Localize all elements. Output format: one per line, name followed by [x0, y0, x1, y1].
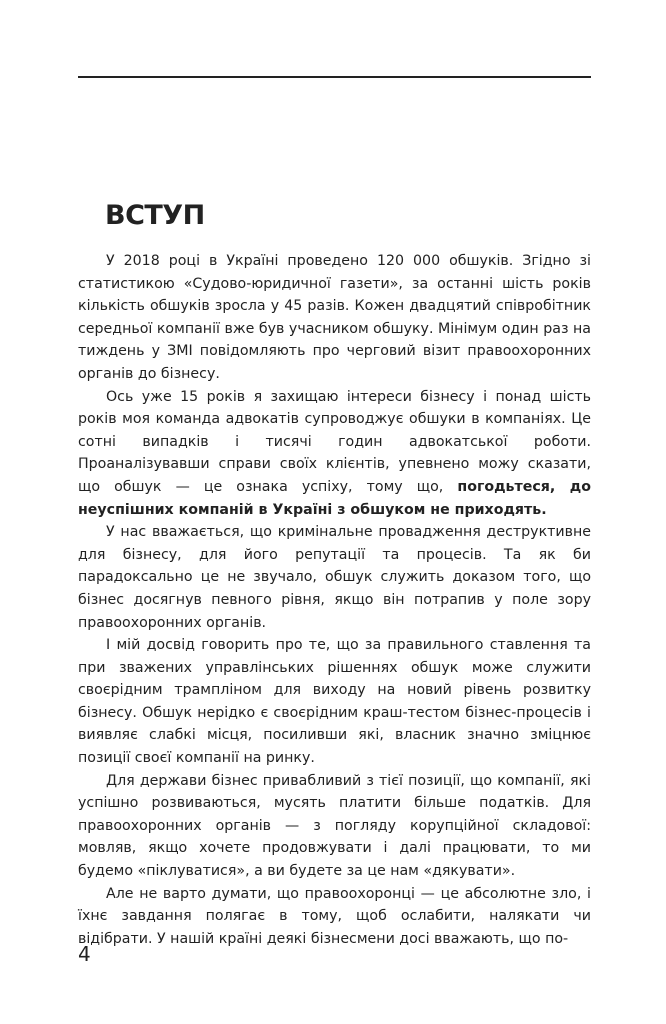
bold-statement: погодьтеся, до неуспішних компаній в Україні з обшуком не приходять. [78, 478, 591, 518]
paragraph-text: Ось уже 15 років я захищаю інтереси бізнесу і понад шість років моя команда адвокатів супроводжує обшуки в компаніях. Це сотні випадків і тисячі годин адвокатської роботи. Проаналізувавши справи своїх клієнтів, упевнено можу сказати, що обшук — це ознака успіху, тому що, [78, 388, 591, 495]
paragraph-text: І мій досвід говорить про те, що за правильного ставлення та при зважених управлінських рішеннях обшук може служити своєрідним трампліном для виходу на новий рівень розвитку бізнесу. Обшук нерідко є своєрідним краш-тестом бізнес-процесів і виявляє слабкі місця, посиливши які, власник значно зміцнює позиції своєї компанії на ринку. [78, 637, 591, 767]
paragraph-text: У 2018 році в Україні проведено 120 000 обшуків. Згідно зі статистикою «Судово-юридичної газети», за останні шість років кількість обшуків зросла у 45 разів. Кожен двадцятий співробітник середньої компанії вже був учасником обшуку. Мінімум один раз на тиждень у ЗМІ повідомляють про черговий візит правоохоронних органів до бізнесу. [78, 253, 591, 382]
paragraph [78, 770, 591, 883]
header-rule [78, 76, 591, 78]
paragraph-text: Для держави бізнес привабливий з тієї позиції, що компанії, які успішно розвиваються, мусять платити більше податків. Для правоохоронних органів — з погляду корупційної складової: мовляв, якщо хочете продовжувати і далі працювати, то ми будемо «піклуватися», а ви будете за це нам «дякувати». [78, 772, 591, 880]
paragraph [78, 883, 591, 951]
paragraph [78, 521, 591, 634]
paragraph-text: У нас вважається, що кримінальне провадження деструктивне для бізнесу, для його репутації та процесів. Та як би парадоксально це не звучало, обшук служить доказом того, що бізнес досягнув певного рівня, якщо він потрапив у поле зору правоохоронних органів. [78, 524, 591, 631]
paragraph [78, 386, 591, 522]
paragraph [78, 250, 591, 386]
paragraph-text: Але не варто думати, що правоохоронці — це абсолютне зло, і їхнє завдання полягає в тому, щоб ослабити, налякати чи відібрати. У нашій країні деякі бізнесмени досі вважають, що по- [78, 885, 591, 947]
body-text [78, 250, 591, 950]
page-number: 4 [78, 942, 91, 966]
chapter-heading: ВСТУП [105, 200, 205, 231]
paragraph [78, 634, 591, 770]
